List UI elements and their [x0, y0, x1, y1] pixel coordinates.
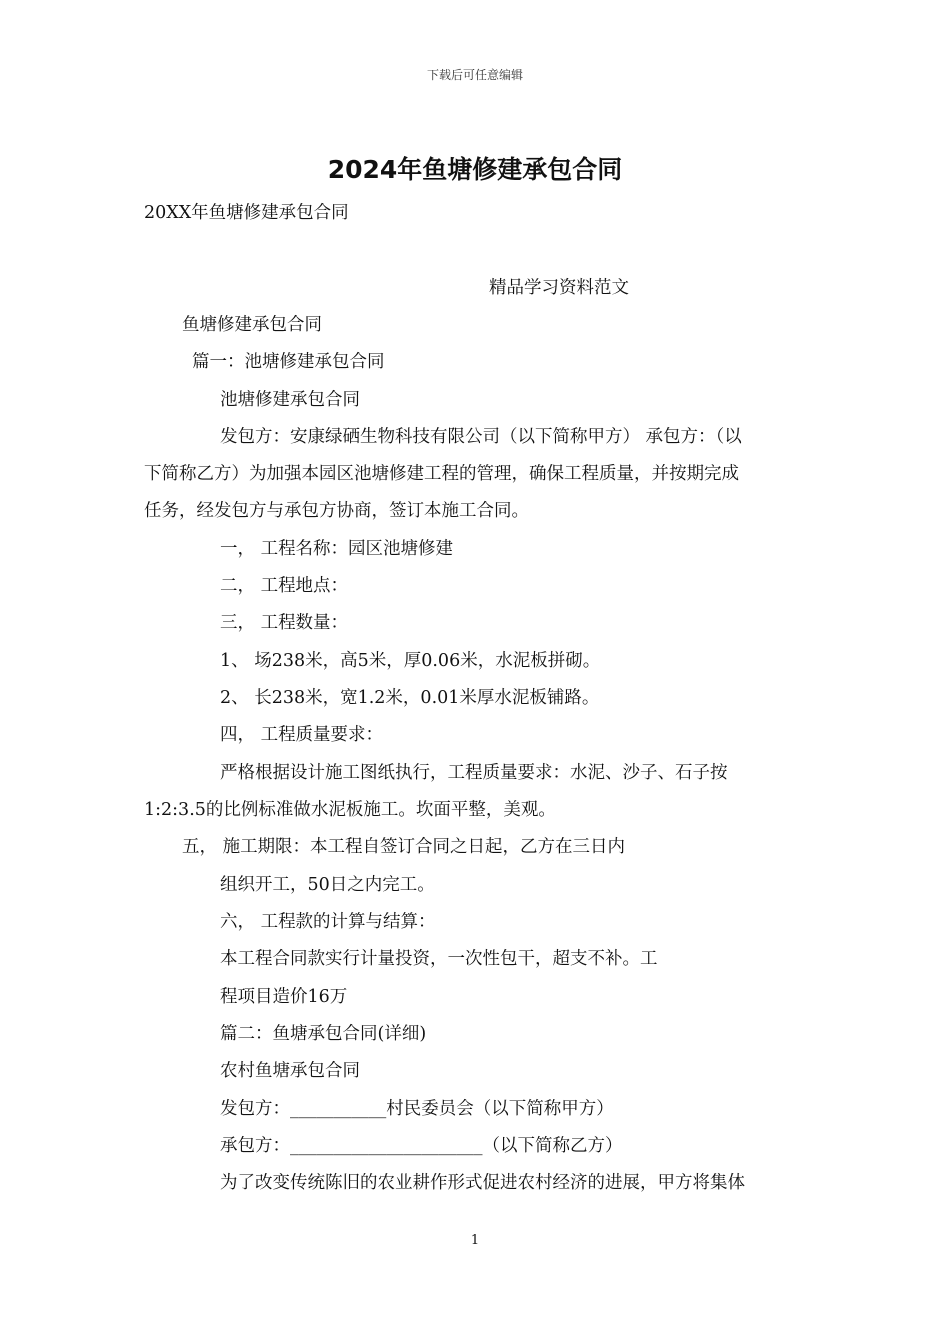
body-line: 六， 工程款的计算与结算： — [220, 912, 436, 932]
body-line: 1、 场238米，高5米，厚0.06米，水泥板拼砌。 — [220, 651, 601, 671]
body-line: 1:2:3.5的比例标准做水泥板施工。坎面平整，美观。 — [144, 800, 556, 820]
body-line: 发包方：安康绿硒生物科技有限公司（以下简称甲方） 承包方：（以 — [220, 427, 742, 447]
body-line: 鱼塘修建承包合同 — [182, 315, 322, 335]
page-header-note: 下载后可任意编辑 — [426, 68, 523, 82]
body-line: 篇二：鱼塘承包合同(详细) — [220, 1024, 427, 1044]
body-line: 2、 长238米，宽1.2米，0.01米厚水泥板铺路。 — [220, 688, 600, 708]
body-line: 20XX年鱼塘修建承包合同 — [144, 203, 349, 223]
body-line: 下简称乙方）为加强本园区池塘修建工程的管理，确保工程质量，并按期完成 — [144, 464, 739, 484]
document-title: 2024年鱼塘修建承包合同 — [327, 155, 623, 184]
body-line: 五， 施工期限：本工程自签订合同之日起，乙方在三日内 — [182, 837, 626, 857]
body-line: 池塘修建承包合同 — [220, 390, 360, 410]
body-line: 精品学习资料范文 — [489, 278, 629, 298]
body-line: 组织开工，50日之内完工。 — [220, 875, 435, 895]
body-line: 程项目造价16万 — [220, 987, 348, 1007]
body-line: 三， 工程数量： — [220, 613, 349, 633]
body-line: 农村鱼塘承包合同 — [220, 1061, 360, 1081]
body-line: 严格根据设计施工图纸执行，工程质量要求：水泥、沙子、石子按 — [220, 763, 728, 783]
body-line: 为了改变传统陈旧的农业耕作形式促进农村经济的进展，甲方将集体 — [220, 1173, 745, 1193]
body-line: 四， 工程质量要求： — [220, 725, 384, 745]
body-line: 发包方：___________村民委员会（以下简称甲方） — [220, 1099, 614, 1119]
body-line: 任务，经发包方与承包方协商，签订本施工合同。 — [144, 501, 529, 521]
body-line: 二， 工程地点： — [220, 576, 349, 596]
body-line: 篇一：池塘修建承包合同 — [192, 352, 385, 372]
body-line: 一， 工程名称：园区池塘修建 — [220, 539, 454, 559]
page-number: 1 — [470, 1233, 480, 1248]
body-line: 本工程合同款实行计量投资，一次性包干，超支不补。工 — [220, 949, 658, 969]
body-line: 承包方：______________________（以下简称乙方） — [220, 1136, 623, 1156]
